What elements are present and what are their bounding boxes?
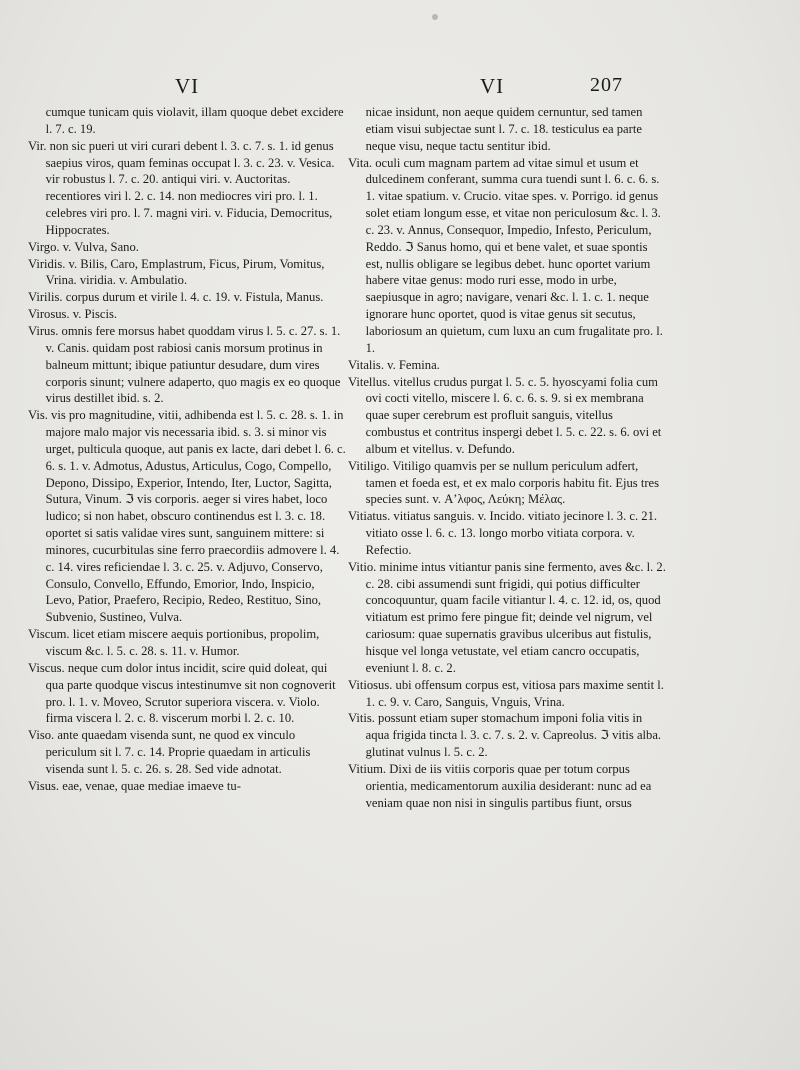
index-entry: cumque tunicam quis violavit, illam quoque debet excidere l. 7. c. 19. [45, 105, 344, 136]
index-entry: Vitio. minime intus vitiantur panis sine fermento, aves &c. l. 2. c. 28. cibi assumendi sunt frigidi, qui potius difficulter concoquuntur, quam facile vitiantur l. 4. c. 12. id, os, quod vitiatum est primo fere pingue fit; deinde vel nigrum, vel cariosum: quae supernatis gravibus ulceribus aut fistulis, hisque vel longa vetustate, vel etiam cancro occupatis, eveniunt l. 8. c. 2. [348, 559, 666, 675]
index-entry: Viscus. neque cum dolor intus incidit, scire quid doleat, qui qua parte quodque viscus intestinumve sit non cognoverit pro. l. 1. v. Moveo, Scrutor superiora viscera. v. Violo. firma viscera l. 2. c. 8. viscerum morbi l. 2. c. 10. [28, 660, 336, 726]
index-entry: Vir. non sic pueri ut viri curari debent l. 3. c. 7. s. 1. id genus saepius viros, quam feminas occupat l. 3. c. 23. v. Vesica. vir robustus l. 7. c. 20. antiqui viri. v. Auctoritas. recentiores viri l. 2. c. 14. non mediocres viri pro. l. 1. celebres viri pro. l. 7. magni viri. v. Fiducia, Democritus, Hippocrates. [28, 138, 335, 237]
index-entry: Vis. vis pro magnitudine, vitii, adhibenda est l. 5. c. 28. s. 1. in majore malo major vis necessaria ibid. s. 3. si minor vis urget, pulticula quoque, aut panis ex lacte, dari debet l. 6. c. 6. s. 1. v. Admotus, Adustus, Articulus, Cogo, Compello, Depono, Dissipo, Experior, Intendo, Iter, Luctor, Sagitta, Sutura, Vinum. ℑ vis corporis. aeger si vires habet, loco ludico; si non habet, obscuro continendus est l. 3. c. 18. oportet si satis validae vires sunt, sanguinem mittere: si minores, cucurbitulas sine ferro praecordiis admovere l. 4. c. 14. vires reficiendae l. 3. c. 25. v. Adjuvo, Conservo, Consulo, Convello, Effundo, Emorior, Indo, Inspicio, Levo, Patior, Praefero, Recipio, Redeo, Restituo, Sino, Subvenio, Sustineo, Vulva. [28, 408, 346, 625]
index-entry: Vita. oculi cum magnam partem ad vitae simul et usum et dulcedinem conferant, summa cura tuendi sunt l. 6. c. 6. s. 1. vitae spatium. v. Crucio. vitae spes. v. Porrigo. id genus solet etiam longum esse, et vitae non periculosum &c. l. 3. c. 23. v. Annus, Consequor, Impedio, Infesto, Periculum, Reddo. ℑ Sanus homo, qui et bene valet, et suae spontis est, nullis obligare se legibus debet. hunc oportet varium habere vitae genus: modo ruri esse, modo in urbe, saepiusque in agro; navigare, venari &c. l. 1. c. 1. neque ignorare hunc oportet, quod is vitae genus sit secutus, laboriosum an quietum, cum luxu an cum frugalitate pro. l. 1. [348, 155, 663, 355]
index-entry: Vitiatus. vitiatus sanguis. v. Incido. vitiato jecinore l. 3. c. 21. vitiato osse l. 6. c. 13. longo morbo vitiata corpora. v. Refectio. [348, 509, 658, 557]
index-entry: Vitiligo. Vitiligo quamvis per se nullum periculum adfert, tamen et foeda est, et ex malo corporis habitu fit. Ejus tres species sunt. v. Αʼλφος, Λεύκη; Μέλας. [348, 458, 660, 507]
running-head-left: VI [175, 74, 200, 98]
index-entry: Vitellus. vitellus crudus purgat l. 5. c. 5. hyoscyami folia cum ovi cocti vitello, miscere l. 6. c. 6. s. 9. si ex membrana quae super cerebrum est profluit sanguis, vitellus combustus et contritus inspergi debet l. 5. c. 22. s. 6. ovi et album et vitellus. v. Defundo. [348, 374, 662, 456]
index-entry: Viridis. v. Bilis, Caro, Emplastrum, Ficus, Pirum, Vomitus, Vrina. viridia. v. Ambulatio. [28, 256, 325, 288]
right-column [348, 104, 666, 811]
index-entry: Virgo. v. Vulva, Sano. [28, 239, 139, 254]
index-entry: Virosus. v. Piscis. [28, 307, 118, 322]
index-entry: nicae insidunt, non aeque quidem cernuntur, sed tamen etiam visui subjectae sunt l. 7. c. 18. testiculus ea parte neque visu, neque tactu sentitur ibid. [365, 105, 643, 153]
index-entry: Virilis. corpus durum et virile l. 4. c. 19. v. Fistula, Manus. [28, 290, 324, 305]
index-entry: Vitalis. v. Femina. [348, 357, 440, 372]
index-entry: Virus. omnis fere morsus habet quoddam virus l. 5. c. 27. s. 1. v. Canis. quidam post rabiosi canis morsum protinus in balneum mittunt; ibique patiuntur desudare, dum vires corporis sinunt; vulnere adaperto, quo magis ex eo quoque virus destillet ibid. s. 2. [28, 323, 341, 406]
left-column [28, 104, 346, 795]
index-entry: Vitium. Dixi de iis vitiis corporis quae per totum corpus orientia, medicamentorum auxilia desiderant: nunc ad ea veniam quae non nisi in singulis partibus fiunt, orsus [348, 761, 652, 810]
index-entry: Visus. eae, venae, quae mediae imaeve tu- [28, 778, 241, 793]
index-entry: Viso. ante quaedam visenda sunt, ne quod ex vinculo periculum sit l. 7. c. 14. Proprie quaedam in articulis visenda sunt l. 5. c. 26. s. 28. Sed vide adnotat. [28, 728, 311, 776]
page-number: 207 [590, 74, 623, 96]
index-entry: Vitiosus. ubi offensum corpus est, vitiosa pars maxime sentit l. 1. c. 9. v. Caro, Sanguis, Vnguis, Vrina. [348, 677, 664, 709]
paper-spot [432, 14, 438, 20]
index-entry: Viscum. licet etiam miscere aequis portionibus, propolim, viscum &c. l. 5. c. 28. s. 11. v. Humor. [28, 627, 320, 658]
index-entry: Vitis. possunt etiam super stomachum imponi folia vitis in aqua frigida tincta l. 3. c. 7. s. 2. v. Capreolus. ℑ vitis alba. glutinat vulnus l. 5. c. 2. [348, 711, 662, 760]
running-head-right: VI [480, 74, 505, 98]
